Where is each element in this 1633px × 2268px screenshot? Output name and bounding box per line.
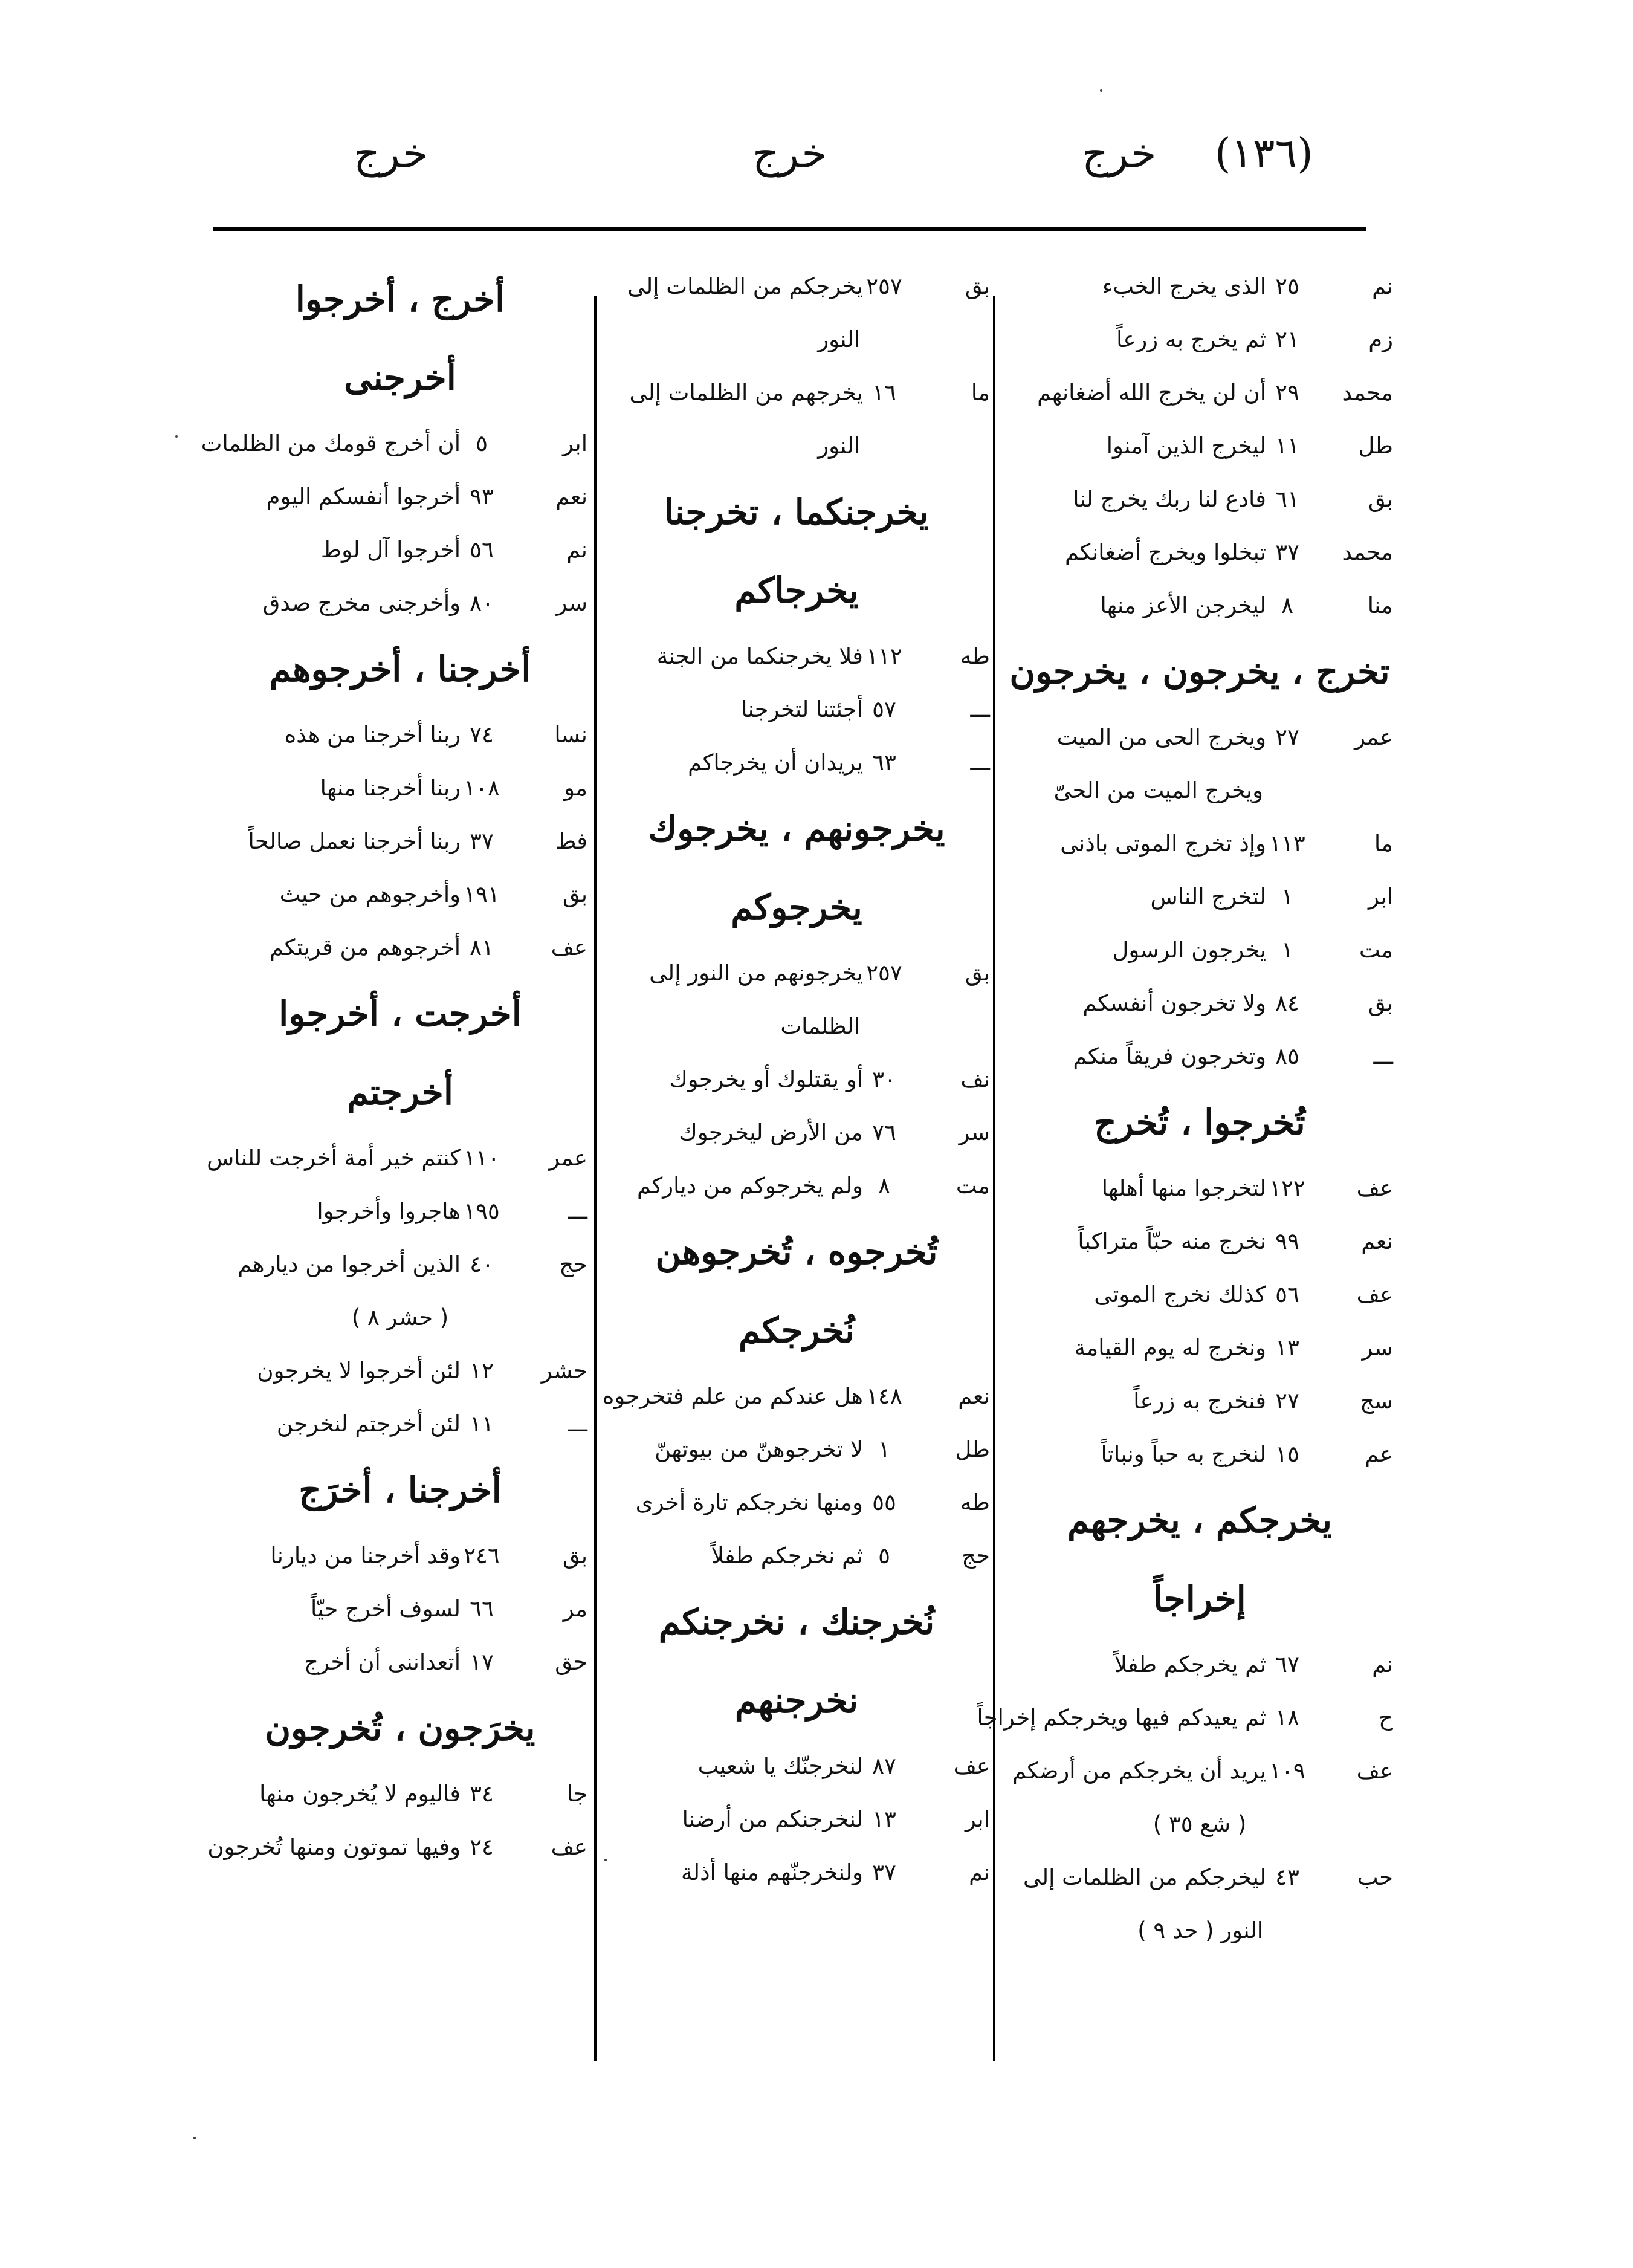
- verse-text: وقد أخرجنا من ديارنا: [270, 1543, 461, 1569]
- verse-number: ٦١: [1275, 486, 1299, 512]
- verse-text: وإذ تخرج الموتى باذنى: [1060, 831, 1266, 857]
- verse-number: ٨٠: [470, 590, 494, 616]
- verse-text: أن لن يخرج الله أضغانهم: [1037, 380, 1266, 406]
- verse-text: ثم نخرجكم طفلاً: [711, 1543, 863, 1569]
- verse-number: ٥٧: [872, 696, 896, 722]
- verse-number: ١٣: [872, 1806, 896, 1832]
- entry-heading: يخرجنكما ، تخرجنا: [664, 491, 929, 533]
- concordance-entry: [1006, 366, 1393, 420]
- verse-number: ٣٠: [872, 1066, 896, 1092]
- verse-text: الذى يخرج الخبء: [1102, 273, 1266, 299]
- entry-heading: أخرج ، أخرجوا: [295, 279, 505, 320]
- verse-text: أو يقتلوك أو يخرجوك: [669, 1066, 863, 1092]
- concordance-entry: [977, 1691, 1393, 1745]
- cross-reference: ( شع ٣٥ ): [1153, 1811, 1247, 1837]
- concordance-entry: [213, 1636, 587, 1689]
- verse-text: لنخرجنكم من أرضنا: [682, 1806, 863, 1832]
- entry-heading: تُخرجوه ، تُخرجوهن: [655, 1231, 938, 1272]
- entry-continuation: ويخرج الميت من الحىّ: [1053, 777, 1263, 803]
- verse-number: ٢٧: [1275, 724, 1299, 750]
- concordance-entry: [1006, 1215, 1393, 1268]
- verse-text: ومنها نخرجكم تارة أخرى: [635, 1489, 863, 1515]
- verse-number: ٨٧: [872, 1753, 896, 1779]
- surah-ref: ـــ: [970, 750, 990, 776]
- verse-text: ربنا أخرجنا نعمل صالحاً: [248, 828, 461, 854]
- entry-continuation: النور ( حد ٩ ): [1137, 1917, 1263, 1943]
- verse-text: أن أخرج قومك من الظلمات: [201, 430, 461, 456]
- verse-text: ثم يخرجكم طفلاً: [1114, 1651, 1266, 1677]
- concordance-entry: [213, 577, 587, 630]
- verse-number: ٤٣: [1275, 1864, 1299, 1890]
- verse-text: يريدان أن يخرجاكم: [688, 750, 863, 776]
- verse-text: أخرجوا آل لوط: [320, 537, 461, 563]
- entry-heading: أخرجنا ، أخرَج: [299, 1469, 502, 1511]
- verse-number: ١٥: [1275, 1441, 1299, 1467]
- verse-number: ٣٧: [1275, 539, 1299, 565]
- concordance-entry: [1006, 870, 1393, 924]
- verse-number: ٢٩: [1275, 380, 1299, 406]
- surah-ref: طه: [960, 1489, 990, 1515]
- entry-heading: يخرجاكم: [734, 570, 859, 611]
- surah-ref: سر: [959, 1119, 990, 1145]
- concordance-entry: [213, 815, 587, 868]
- page-header: [0, 130, 1633, 196]
- entry-heading: تُخرجوا ، تُخرج: [1094, 1102, 1305, 1143]
- concordance-entry: [603, 260, 990, 313]
- verse-text: يخرجهم من الظلمات إلى: [629, 380, 863, 406]
- concordance-entry: [603, 366, 990, 420]
- concordance-entry: [603, 1370, 990, 1423]
- surah-ref: عف: [1356, 1758, 1393, 1784]
- verse-number: ٥٦: [1275, 1281, 1299, 1307]
- cross-reference: ( حشر ٨ ): [351, 1304, 449, 1330]
- surah-ref: جا: [566, 1781, 587, 1807]
- surah-ref: حج: [962, 1543, 990, 1569]
- concordance-entry: [603, 630, 990, 683]
- concordance-entry: [1006, 1375, 1393, 1428]
- speck: [175, 435, 178, 438]
- concordance-entry: [1006, 1428, 1393, 1481]
- verse-number: ١: [1281, 937, 1293, 963]
- verse-number: ١١: [470, 1411, 494, 1437]
- surah-ref: فط: [555, 828, 587, 854]
- surah-ref: ما: [971, 380, 990, 406]
- verse-text: فادع لنا ربك يخرج لنا: [1073, 486, 1266, 512]
- entry-heading: يخرجكم ، يخرجهم: [1067, 1500, 1332, 1541]
- verse-text: ثم يخرج به زرعاً: [1116, 326, 1266, 352]
- concordance-entry: [213, 868, 587, 921]
- surah-ref: حشر: [541, 1358, 587, 1384]
- surah-ref: سج: [1360, 1388, 1393, 1414]
- header-root-right: خرج: [1082, 130, 1157, 178]
- verse-text: ثم يعيدكم فيها ويخرجكم إخراجاً: [977, 1705, 1266, 1731]
- verse-number: ٢٥٧: [866, 273, 902, 299]
- verse-number: ٢٥: [1275, 273, 1299, 299]
- concordance-entry: [207, 1821, 587, 1874]
- verse-number: ٨: [878, 1173, 890, 1199]
- verse-number: ١٦: [872, 380, 896, 406]
- concordance-entry: [603, 1740, 990, 1793]
- surah-ref: ـــ: [970, 696, 990, 722]
- verse-number: ١٢: [470, 1358, 494, 1384]
- surah-ref: عف: [953, 1753, 990, 1779]
- verse-text: يخرجونهم من النور إلى: [649, 960, 863, 986]
- surah-ref: محمد: [1342, 539, 1393, 565]
- verse-text: ليخرجكم من الظلمات إلى: [1023, 1864, 1266, 1890]
- verse-number: ٦٣: [872, 750, 896, 776]
- verse-number: ٢٤: [470, 1834, 494, 1860]
- surah-ref: نم: [969, 1859, 990, 1885]
- surah-ref: ـــ: [568, 1198, 587, 1224]
- verse-text: وتخرجون فريقاً منكم: [1073, 1043, 1266, 1069]
- verse-number: ١٨: [1275, 1705, 1299, 1731]
- verse-text: ولا تخرجون أنفسكم: [1082, 990, 1266, 1016]
- surah-ref: عمر: [549, 1145, 587, 1171]
- verse-number: ٢١: [1275, 326, 1299, 352]
- concordance-entry: [603, 1159, 990, 1213]
- verse-number: ١١٠: [464, 1145, 500, 1171]
- verse-number: ٤٠: [470, 1251, 494, 1277]
- concordance-entry: [603, 1476, 990, 1529]
- verse-text: لا تخرجوهنّ من بيوتهنّ: [655, 1436, 863, 1462]
- concordance-entry: [213, 762, 587, 815]
- concordance-entry: [1006, 526, 1393, 579]
- verse-text: أخرجوهم من قريتكم: [270, 935, 461, 961]
- verse-text: فنخرج به زرعاً: [1133, 1388, 1266, 1414]
- concordance-entry: [1006, 977, 1393, 1030]
- surah-ref: بق: [965, 960, 990, 986]
- concordance-entry: [603, 1106, 990, 1159]
- verse-number: ٧٦: [872, 1119, 896, 1145]
- surah-ref: بق: [1368, 486, 1393, 512]
- surah-ref: عف: [1356, 1175, 1393, 1201]
- verse-text: يخرجكم من الظلمات إلى: [627, 273, 863, 299]
- verse-text: وأخرجوهم من حيث: [279, 881, 461, 907]
- surah-ref: ـــ: [568, 1411, 587, 1437]
- verse-text: فاليوم لا يُخرجون منها: [259, 1781, 461, 1807]
- surah-ref: بق: [562, 881, 587, 907]
- verse-number: ٣٧: [470, 828, 494, 854]
- surah-ref: بق: [965, 273, 990, 299]
- verse-text: لئن أخرجوا لا يخرجون: [257, 1358, 461, 1384]
- concordance-entry: [603, 736, 990, 789]
- concordance-entry: [213, 708, 587, 762]
- verse-number: ٩٩: [1275, 1228, 1299, 1254]
- surah-ref: محمد: [1342, 380, 1393, 406]
- concordance-entry: [1006, 473, 1393, 526]
- verse-text: لنخرجنّك يا شعيب: [697, 1753, 863, 1779]
- verse-number: ١٤٨: [866, 1383, 902, 1409]
- concordance-entry: [603, 1423, 990, 1476]
- surah-ref: بق: [562, 1543, 587, 1569]
- page-number: (١٣٦): [1215, 130, 1313, 178]
- verse-number: ١٣: [1275, 1335, 1299, 1361]
- column-middle: [603, 260, 990, 1899]
- concordance-entry: [1006, 1268, 1393, 1321]
- verse-text: تبخلوا ويخرج أضغانكم: [1064, 539, 1266, 565]
- entry-heading: أخرجنا ، أخرجوهم: [269, 649, 531, 690]
- surah-ref: ـــ: [1373, 1043, 1393, 1069]
- concordance-entry: [213, 921, 587, 974]
- verse-number: ١٠٩: [1269, 1758, 1305, 1784]
- speck: [604, 1859, 607, 1861]
- concordance-entry: [1006, 1162, 1393, 1215]
- verse-text: فلا يخرجنكما من الجنة: [656, 643, 863, 669]
- entry-heading: تخرج ، يخرجون ، يخرجون: [1009, 651, 1390, 692]
- verse-text: نخرج منه حبّاً متراكباً: [1078, 1228, 1266, 1254]
- verse-number: ١١٢: [866, 643, 902, 669]
- concordance-entry: [603, 1053, 990, 1106]
- verse-number: ١١: [1275, 433, 1299, 459]
- verse-number: ٥: [476, 430, 488, 456]
- header-root-left: خرج: [354, 130, 428, 178]
- surah-ref: عف: [1356, 1281, 1393, 1307]
- verse-number: ٢٤٦: [464, 1543, 500, 1569]
- verse-number: ٢٧: [1275, 1388, 1299, 1414]
- verse-text: أخرجوا أنفسكم اليوم: [266, 484, 461, 510]
- verse-number: ٦٦: [470, 1596, 494, 1622]
- concordance-entry: [213, 1344, 587, 1398]
- surah-ref: حب: [1357, 1864, 1393, 1890]
- surah-ref: ابر: [1368, 884, 1393, 910]
- surah-ref: ابر: [965, 1806, 990, 1832]
- verse-text: لتخرج الناس: [1150, 884, 1266, 910]
- verse-text: هل عندكم من علم فتخرجوه: [603, 1383, 863, 1409]
- verse-text: أتعداننى أن أخرج: [304, 1649, 461, 1675]
- entry-heading: يخرجونهم ، يخرجوك: [648, 808, 945, 849]
- column-divider-left: [594, 296, 597, 2061]
- concordance-entry: [213, 1238, 587, 1291]
- concordance-entry: [1006, 1745, 1393, 1798]
- verse-number: ٥٥: [872, 1489, 896, 1515]
- verse-number: ٥٦: [470, 537, 494, 563]
- surah-ref: سر: [1362, 1335, 1393, 1361]
- verse-number: ٧٤: [470, 722, 494, 748]
- surah-ref: ما: [1374, 831, 1393, 857]
- concordance-entry: [213, 470, 587, 523]
- verse-number: ١٢٢: [1269, 1175, 1305, 1201]
- surah-ref: نم: [566, 537, 587, 563]
- surah-ref: نسا: [554, 722, 587, 748]
- entry-heading: أخرجت ، أخرجوا: [279, 993, 522, 1034]
- surah-ref: نعم: [958, 1383, 990, 1409]
- surah-ref: زم: [1368, 326, 1393, 352]
- surah-ref: مو: [564, 775, 587, 801]
- concordance-entry: [1006, 924, 1393, 977]
- verse-text: يخرجون الرسول: [1112, 937, 1266, 963]
- concordance-entry: [603, 1793, 990, 1846]
- concordance-entry: [1006, 1321, 1393, 1375]
- surah-ref: عم: [1365, 1441, 1393, 1467]
- verse-number: ١٩٥: [464, 1198, 500, 1224]
- surah-ref: سر: [556, 590, 587, 616]
- surah-ref: نف: [960, 1066, 990, 1092]
- verse-text: من الأرض ليخرجوك: [679, 1119, 863, 1145]
- concordance-entry: [603, 683, 990, 736]
- concordance-entry: [603, 947, 990, 1000]
- verse-text: لئن أخرجتم لنخرجن: [276, 1411, 461, 1437]
- entry-continuation: الظلمات: [780, 1013, 860, 1039]
- concordance-entry: [1006, 313, 1393, 366]
- concordance-entry: [213, 1398, 587, 1451]
- surah-ref: نم: [1372, 1651, 1393, 1677]
- entry-heading: نُخرجنك ، نخرجنكم: [658, 1601, 935, 1642]
- verse-text: لنخرج به حباً ونباتاً: [1101, 1441, 1266, 1467]
- verse-text: هاجروا وأخرجوا: [317, 1198, 461, 1224]
- surah-ref: ح: [1379, 1705, 1393, 1731]
- verse-text: ربنا أخرجنا من هذه: [284, 722, 461, 748]
- surah-ref: ابر: [563, 430, 587, 456]
- surah-ref: عف: [551, 935, 587, 961]
- verse-number: ١: [878, 1436, 890, 1462]
- verse-number: ٩٣: [470, 484, 494, 510]
- concordance-entry: [603, 1846, 990, 1899]
- verse-text: الذين أخرجوا من ديارهم: [238, 1251, 461, 1277]
- surah-ref: حق: [555, 1649, 587, 1675]
- concordance-entry: [1006, 711, 1393, 764]
- surah-ref: نعم: [1361, 1228, 1393, 1254]
- speck: [1100, 89, 1102, 92]
- surah-ref: طه: [960, 643, 990, 669]
- verse-number: ٨: [1281, 592, 1293, 618]
- concordance-entry: [1006, 1030, 1393, 1083]
- concordance-entry: [1006, 817, 1393, 870]
- verse-text: ويخرج الحى من الميت: [1056, 724, 1266, 750]
- entry-continuation: النور: [818, 326, 860, 352]
- verse-text: ولم يخرجوكم من دياركم: [636, 1173, 863, 1199]
- concordance-entry: [213, 1767, 587, 1821]
- concordance-entry: [201, 417, 587, 470]
- verse-text: ليخرجن الأعز منها: [1100, 592, 1266, 618]
- entry-heading: إخراجاً: [1153, 1578, 1246, 1619]
- verse-text: لتخرجوا منها أهلها: [1101, 1175, 1266, 1201]
- surah-ref: مت: [956, 1173, 990, 1199]
- column-right: [977, 260, 1393, 1957]
- verse-number: ٥: [878, 1543, 890, 1569]
- entry-heading: يخرَجون ، تُخرجون: [265, 1708, 535, 1749]
- verse-text: ولنخرجنّهم منها أذلة: [681, 1859, 863, 1885]
- verse-number: ١: [1281, 884, 1293, 910]
- verse-text: ربنا أخرجنا منها: [320, 775, 461, 801]
- concordance-entry: [213, 1583, 587, 1636]
- surah-ref: حج: [559, 1251, 587, 1277]
- surah-ref: طل: [955, 1436, 990, 1462]
- verse-number: ٣٧: [872, 1859, 896, 1885]
- concordance-entry: [603, 1529, 990, 1583]
- surah-ref: عمر: [1354, 724, 1393, 750]
- concordance-entry: [213, 523, 587, 577]
- speck: [193, 2137, 196, 2139]
- surah-ref: مر: [563, 1596, 587, 1622]
- verse-number: ٨٥: [1275, 1043, 1299, 1069]
- verse-text: وفيها تموتون ومنها تُخرجون: [207, 1834, 461, 1860]
- header-rule: [213, 227, 1366, 231]
- entry-heading: أخرجتم: [347, 1072, 453, 1113]
- column-left: [201, 260, 587, 1874]
- concordance-entry: [213, 1185, 587, 1238]
- surah-ref: عف: [551, 1834, 587, 1860]
- verse-number: ٣٤: [470, 1781, 494, 1807]
- entry-heading: يخرجوكم: [731, 887, 862, 928]
- verse-text: كنتم خير أمة أخرجت للناس: [207, 1145, 461, 1171]
- verse-number: ١٩١: [464, 881, 500, 907]
- entry-heading: نُخرجكم: [738, 1310, 855, 1351]
- verse-number: ١١٣: [1269, 831, 1305, 857]
- verse-text: يريد أن يخرجكم من أرضكم: [1012, 1758, 1266, 1784]
- surah-ref: منا: [1367, 592, 1393, 618]
- verse-number: ٨١: [470, 935, 494, 961]
- verse-text: كذلك نخرج الموتى: [1094, 1281, 1266, 1307]
- concordance-entry: [213, 1529, 587, 1583]
- surah-ref: بق: [1368, 990, 1393, 1016]
- verse-text: أجئتنا لتخرجنا: [741, 696, 863, 722]
- verse-number: ٦٧: [1275, 1651, 1299, 1677]
- concordance-entry: [1006, 1638, 1393, 1691]
- column-divider-right: [993, 296, 995, 2061]
- header-root-middle: خرج: [752, 130, 827, 178]
- verse-number: ١٧: [470, 1649, 494, 1675]
- surah-ref: نعم: [555, 484, 587, 510]
- verse-text: لسوف أخرج حيّاً: [310, 1596, 461, 1622]
- verse-number: ٢٥٧: [866, 960, 902, 986]
- concordance-entry: [1006, 420, 1393, 473]
- verse-text: وأخرجنى مخرج صدق: [262, 590, 461, 616]
- surah-ref: نم: [1372, 273, 1393, 299]
- entry-heading: نخرجنهم: [734, 1680, 859, 1721]
- surah-ref: مت: [1359, 937, 1393, 963]
- entry-heading: أخرجنى: [344, 357, 456, 398]
- concordance-entry: [1006, 579, 1393, 632]
- verse-number: ٨٤: [1275, 990, 1299, 1016]
- verse-text: ليخرج الذين آمنوا: [1106, 433, 1266, 459]
- concordance-entry: [1006, 260, 1393, 313]
- verse-text: ونخرج له يوم القيامة: [1074, 1335, 1266, 1361]
- surah-ref: طل: [1358, 433, 1393, 459]
- entry-continuation: النور: [818, 433, 860, 459]
- concordance-entry: [1006, 1851, 1393, 1904]
- verse-number: ١٠٨: [464, 775, 500, 801]
- concordance-entry: [207, 1132, 587, 1185]
